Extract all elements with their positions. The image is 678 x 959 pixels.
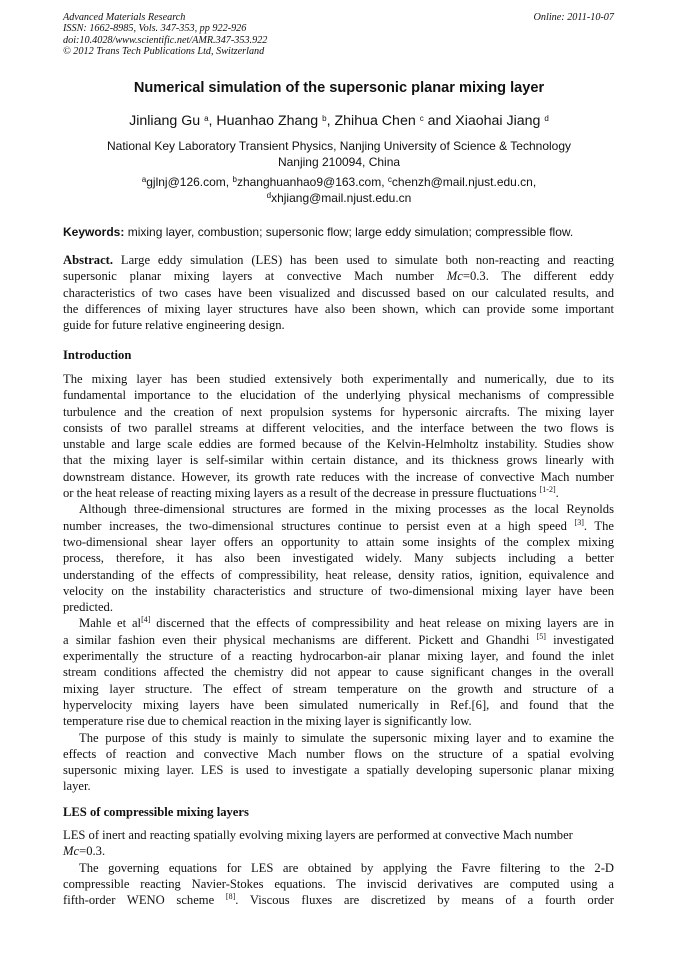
paper-title: Numerical simulation of the supersonic planar mixing layer <box>133 80 545 96</box>
abstract-line: Large eddy simulation (LES) has been used to simulate both non-reacting and reacting <box>113 253 614 267</box>
email-mark: a <box>141 175 147 184</box>
email-mark: d <box>266 191 272 200</box>
body-line: process, therefore, it has also been investigated widely. Many subjects including a better <box>63 551 614 566</box>
author-mark: c <box>419 114 424 123</box>
body-line: experimentally the structure of a reacting hydrocarbon-air planar mixing layer, and found the inlet <box>63 649 614 664</box>
email-address: chenzh@mail.njust.edu.cn, <box>391 175 537 189</box>
author-list: Jinliang Gu $^a$, Huanhao Zhang $^b$, Zhihua Chen $^c$ and Xiaohai Jiang $^d$ <box>129 113 549 129</box>
author-name: Xiaohai Jiang <box>455 113 541 129</box>
abstract-line: guide for future relative engineering design. <box>63 318 285 333</box>
body-line: Mahle et al <box>79 616 142 631</box>
body-line: LES of inert and reacting spatially evolving mixing layers are performed at convective Mach number <box>63 828 573 842</box>
body-line: compressible reacting Navier-Stokes equations. The inviscid derivatives are computed using a <box>63 876 614 891</box>
introduction-body <box>63 371 614 795</box>
body-line: investigated <box>545 632 614 647</box>
body-line: two-dimensional shear layer offers an opportunity to attain some insights of the complex mixing <box>63 534 614 549</box>
body-line: fundamental importance to the elucidation of the underlying physical mechanisms of compressible <box>63 388 614 403</box>
body-line: Although three-dimensional structures are formed in the mixing processes as the local Reynolds <box>79 502 614 517</box>
citation: [3] <box>574 517 584 527</box>
body-line: fifth-order WENO scheme <box>63 893 226 908</box>
email-address: gjlnj@126.com, <box>146 175 230 189</box>
body-line: velocity on the instability characteristics and structure of two-dimensional mixing layer have been <box>63 583 614 598</box>
body-line: consists of two parallel streams at different velocities, and the interface between the two flows is <box>63 420 614 435</box>
section-heading-introduction: Introduction <box>63 348 132 362</box>
les-body <box>63 827 614 908</box>
copyright-line: © 2012 Trans Tech Publications Ltd, Switzerland <box>63 45 265 57</box>
body-line: hypervelocity mixing layers have been simulated numerically in Ref.[6], and found that the <box>63 697 614 712</box>
body-line: understanding of the effects of compressibility, heat release, density ratios, ignition, equivalence and <box>63 567 614 582</box>
body-line: effects of reaction and convective Mach number flows on the structure of a spatial evolving <box>63 746 614 761</box>
email-address: xhjiang@mail.njust.edu.cn <box>271 191 412 205</box>
keywords-text: mixing layer, combustion; supersonic flow; large eddy simulation; compressible flow. <box>127 225 574 239</box>
body-line: . The <box>583 518 614 533</box>
body-line: predicted. <box>63 600 113 615</box>
body-line: stream conditions affected the chemistry did not appear to cause significant changes in the overall <box>63 665 614 680</box>
body-line: The mixing layer has been studied extensively both experimentally and numerically, due to its <box>63 372 614 386</box>
body-line: The purpose of this study is mainly to simulate the supersonic mixing layer and to examine the <box>79 730 614 745</box>
online-date: Online: 2011-10-07 <box>533 12 614 23</box>
abstract-line: =0.3. The different eddy <box>462 269 614 284</box>
body-line: temperature rise due to chemical reaction in the mixing layer is significantly low. <box>63 714 472 729</box>
body-line: . Viscous fluxes are discretized by means of a fourth order <box>235 893 615 908</box>
keywords <box>63 225 573 239</box>
abstract-line: the differences of mixing layer structures have also been shown, which can provide some important <box>63 301 614 316</box>
body-line: =0.3. <box>79 844 106 859</box>
email-address: zhanghuanhao9@163.com, <box>236 175 385 189</box>
email-list <box>70 174 608 206</box>
body-line: layer. <box>63 779 91 794</box>
body-line: that the mixing layer is self-similar within certain distance, and its thickness grows linearly with <box>63 453 614 468</box>
mc-symbol: Mc <box>446 269 463 284</box>
doi-line: doi:10.4028/www.scientific.net/AMR.347-353.922 <box>63 34 268 46</box>
affiliation-line: National Key Laboratory Transient Physics, Nanjing University of Science & Technology <box>106 139 571 153</box>
email-mark: b <box>232 175 237 184</box>
section-heading-les: LES of compressible mixing layers <box>63 805 249 819</box>
body-line: The governing equations for LES are obtained by applying the Favre filtering to the 2-D <box>79 860 614 875</box>
body-line: or the heat release of reacting mixing layers as a result of the decrease in pressure fluctuations <box>63 486 540 501</box>
body-line: a similar fashion even their physical mechanisms are different. Pickett and Ghandhi <box>63 632 537 647</box>
journal-header <box>63 12 267 57</box>
citation: [8] <box>225 892 236 902</box>
issn-line: ISSN: 1662-8985, Vols. 347-353, pp 922-926 <box>63 23 247 35</box>
body-line: . <box>555 486 559 501</box>
author-name: Zhihua Chen <box>334 113 416 129</box>
author-name: Jinliang Gu <box>129 113 201 129</box>
journal-name: Advanced Materials Research <box>63 12 186 23</box>
author-mark: a <box>204 114 209 123</box>
affiliation <box>70 138 608 170</box>
author-mark: b <box>322 114 327 123</box>
affiliation-line: Nanjing 210094, China <box>277 155 401 169</box>
mc-symbol: Mc <box>63 844 80 859</box>
author-mark: d <box>544 114 549 123</box>
body-line: discerned that the effects of compressibility and heat release on mixing layers are in <box>150 616 614 631</box>
body-line: number increases, the two-dimensional structures continue to persist even at a high speed <box>63 518 575 533</box>
body-line: unstable and large scale eddies are formed because of the Kelvin-Helmholtz instability. Studies show <box>63 437 614 452</box>
citation: [1-2] <box>539 485 556 495</box>
body-line: turbulence and the creation of next propulsion systems for hypersonic aircrafts. The mixing layer <box>63 404 614 419</box>
citation: [5] <box>536 631 546 641</box>
abstract <box>63 252 614 333</box>
citation: [4] <box>141 615 151 625</box>
abstract-line: supersonic planar mixing layers at convective Mach number <box>63 269 447 284</box>
abstract-label: Abstract. <box>63 253 114 267</box>
body-line: downstream distance. However, its growth rate reduces with the increase of convective Mach number <box>63 469 614 484</box>
author-name: Huanhao Zhang <box>216 113 319 129</box>
body-line: mixing layer structure. The effect of stream temperature on the growth and structure of a <box>63 681 614 696</box>
body-line: supersonic mixing layer. LES is used to investigate a spatially developing supersonic planar mixing <box>63 763 614 778</box>
abstract-line: characteristics of two cases have been visualized and discussed based on our calculated results, and <box>63 285 614 300</box>
email-mark: c <box>387 175 392 184</box>
keywords-label: Keywords: <box>63 225 125 239</box>
